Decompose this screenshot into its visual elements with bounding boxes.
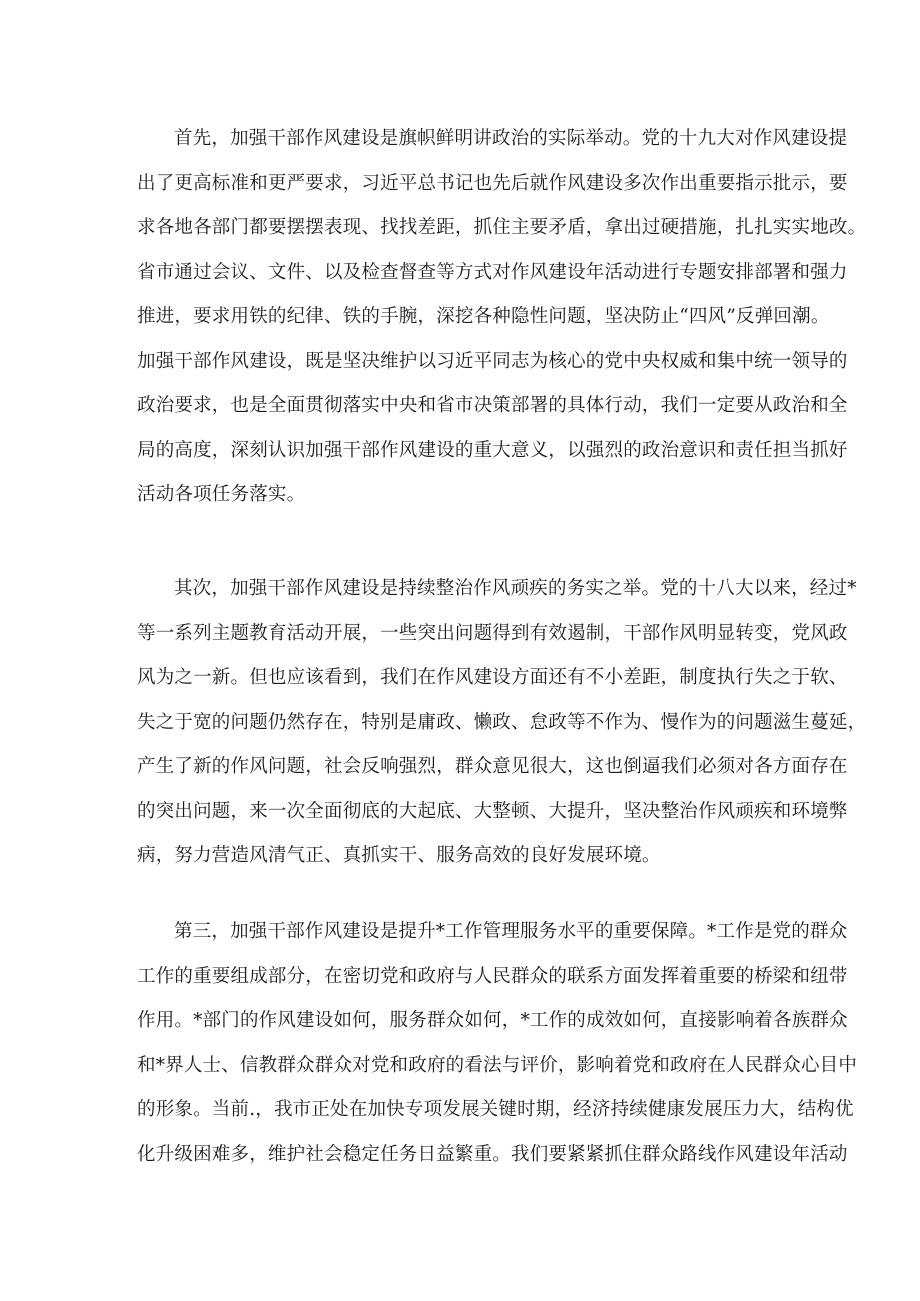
paragraph-line: 和*界人士、信教群众群众对党和政府的看法与评价，影响着党和政府在人民群众心目中 bbox=[137, 1054, 858, 1076]
paragraph-line: 首先，加强干部作风建设是旗帜鲜明讲政治的实际举动。党的十九大对作风建设提 bbox=[174, 128, 848, 149]
paragraph-line: 化升级困难多，维护社会稳定任务日益繁重。我们要紧紧抓住群众路线作风建设年活动 bbox=[137, 1143, 848, 1165]
paragraph-line: 等一系列主题教育活动开展，一些突出问题得到有效遏制，干部作风明显转变，党风政 bbox=[137, 622, 848, 644]
paragraph-line: 风为之一新。但也应该看到，我们在作风建设方面还有不小差距，制度执行失之于软、 bbox=[137, 667, 848, 688]
paragraph-2 bbox=[137, 567, 867, 879]
paragraph-line: 求各地各部门都要摆摆表现、找找差距，抓住主要矛盾，拿出过硬措施，扎扎实实地改。 bbox=[137, 217, 867, 238]
paragraph-line: 失之于宽的问题仍然存在，特别是庸政、懒政、怠政等不作为、慢作为的问题滋生蔓延， bbox=[137, 711, 867, 733]
paragraph-1 bbox=[137, 117, 867, 518]
paragraph-line: 加强干部作风建设，既是坚决维护以习近平同志为核心的党中央权威和集中统一领导的 bbox=[137, 350, 848, 372]
paragraph-line: 工作的重要组成部分，在密切党和政府与人民群众的联系方面发挥着重要的桥梁和纽带 bbox=[137, 965, 848, 987]
paragraph-line: 活动各项任务落实。 bbox=[137, 484, 306, 505]
paragraph-line: 推进，要求用铁的纪律、铁的手腕，深挖各种隐性问题，坚决防止“四风”反弹回潮。 bbox=[137, 306, 830, 327]
paragraph-line: 省市通过会议、文件、以及检查督查等方式对作风建设年活动进行专题安排部署和强力 bbox=[137, 261, 848, 283]
paragraph-line: 政治要求，也是全面贯彻落实中央和省市决策部署的具体行动，我们一定要从政治和全 bbox=[137, 395, 848, 416]
paragraph-line: 第三，加强干部作风建设是提升*工作管理服务水平的重要保障。*工作是党的群众 bbox=[174, 921, 848, 942]
paragraph-line: 的突出问题，来一次全面彻底的大起底、大整顿、大提升，坚决整治作风顽疾和环境弊 bbox=[137, 800, 848, 822]
paragraph-line: 其次，加强干部作风建设是持续整治作风顽疾的务实之举。党的十八大以来，经过* bbox=[174, 578, 857, 599]
paragraph-3 bbox=[137, 910, 858, 1177]
paragraph-line: 产生了新的作风问题，社会反响强烈，群众意见很大，这也倒逼我们必须对各方面存在 bbox=[137, 756, 848, 777]
paragraph-line: 局的高度，深刻认识加强干部作风建设的重大意义，以强烈的政治意识和责任担当抓好 bbox=[137, 439, 848, 461]
paragraph-line: 的形象。当前.，我市正处在加快专项发展关键时期，经济持续健康发展压力大，结构优 bbox=[137, 1099, 854, 1120]
paragraph-line: 病，努力营造风清气正、真抓实干、服务高效的良好发展环境。 bbox=[137, 845, 661, 866]
paragraph-line: 作用。*部门的作风建设如何，服务群众如何，*工作的成效如何，直接影响着各族群众 bbox=[137, 1010, 848, 1031]
paragraph-line: 出了更高标准和更严要求，习近平总书记也先后就作风建设多次作出重要指示批示，要 bbox=[137, 172, 848, 194]
